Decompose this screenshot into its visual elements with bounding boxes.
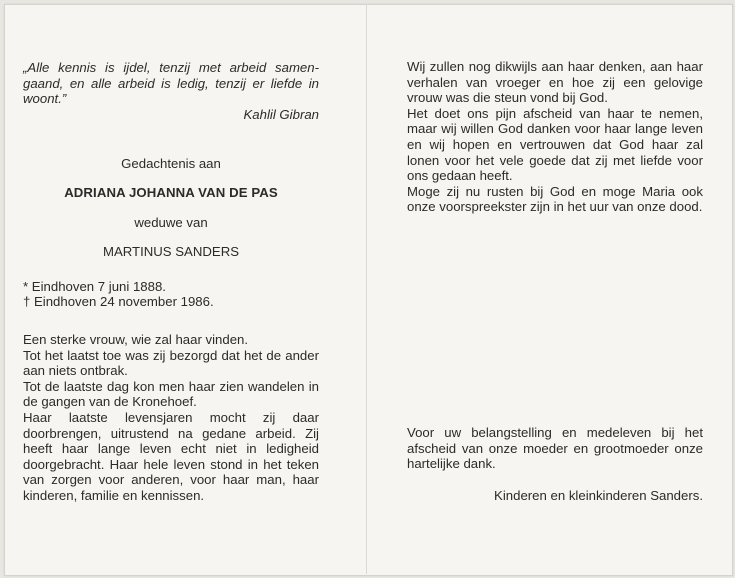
quote-text: „Alle kennis is ijdel, tenzij met arbeid samen-gaand, en alle arbeid is ledig, tenzij er liefde in woont.” (23, 60, 319, 107)
left-panel (23, 60, 319, 503)
spouse-name: MARTINUS SANDERS (102, 244, 240, 260)
birth-line: * Eindhoven 7 juni 1888. (23, 278, 166, 294)
right-paragraph-1: Wij zullen nog dikwijls aan haar denken, aan haar verhalen van vroeger en hoe zij een gelovige vrouw was die steun vond bij God. (407, 59, 703, 106)
body-paragraph-3: Tot de laatste dag kon men haar zien wandelen in de gangen van de Kronehoef. (23, 378, 319, 410)
thanks-text: Voor uw belangstelling en medeleven bij het afscheid van onze moeder en grootmoeder onze hartelijke dank. (407, 425, 703, 472)
signature: Kinderen en kleinkinderen Sanders. (494, 487, 703, 503)
body-paragraph-2: Tot het laatst toe was zij bezorgd dat het de ander aan niets ontbrak. (23, 347, 319, 379)
widow-of-label: weduwe van (134, 214, 208, 230)
card-fold-line (366, 4, 367, 574)
thanks-block (407, 425, 703, 503)
right-paragraph-2: Het doet ons pijn afscheid van haar te nemen, maar wij willen God danken voor haar lange leven en wij hopen en vertrouwen dat God haar zal lonen voor het vele goede dat zij met liefde voor ons gedaan heeft. (407, 105, 703, 184)
right-paragraph-3: Moge zij nu rusten bij God en moge Maria ook onze voorspreekster zijn in het uur van onze dood. (407, 183, 703, 215)
right-panel (407, 59, 703, 215)
quote-author: Kahlil Gibran (243, 106, 319, 122)
body-paragraph-1: Een sterke vrouw, wie zal haar vinden. (23, 331, 249, 347)
deceased-name: ADRIANA JOHANNA VAN DE PAS (64, 184, 278, 200)
body-paragraph-4: Haar laatste levensjaren mocht zij daar doorbrengen, uitrustend na gedane arbeid. Zij heeft haar lange leven echt niet in ledigheid doorgebracht. Haar hele leven stond in het teken van zorgen voor anderen, voor haar man, haar kinderen, familie en kennissen. (23, 409, 319, 503)
death-line: † Eindhoven 24 november 1986. (23, 294, 214, 310)
memorial-heading: Gedachtenis aan (121, 156, 221, 172)
